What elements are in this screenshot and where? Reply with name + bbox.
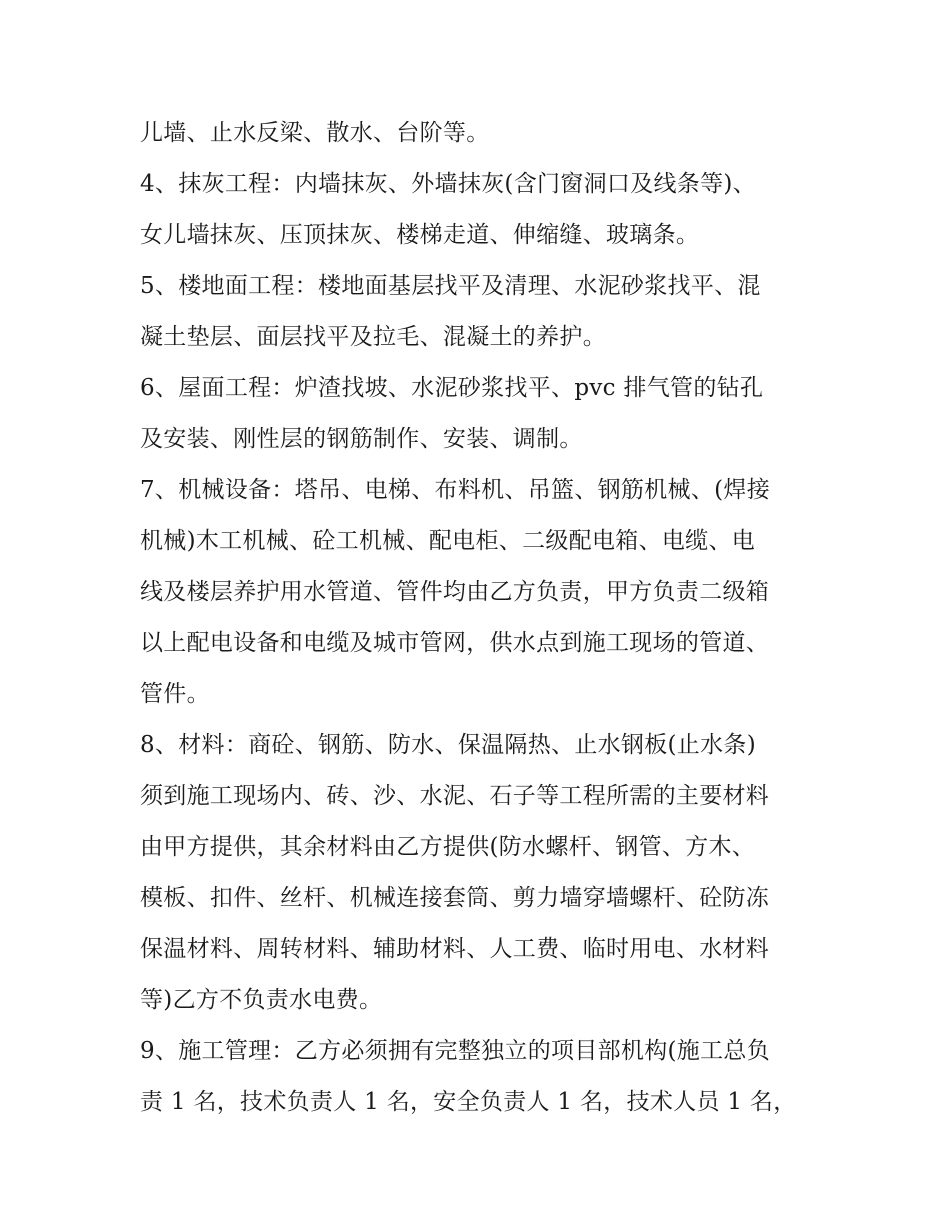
text-line: 等)乙方不负责水电费。 [140, 987, 383, 1013]
text-line: 5、楼地面工程：楼地面基层找平及清理、水泥砂浆找平、混 [140, 273, 761, 299]
text-line: 及安装、刚性层的钢筋制作、安装、调制。 [140, 426, 583, 452]
text-line: 责 1 名，技术负责人 1 名，安全负责人 1 名，技术人员 1 名， [140, 1089, 797, 1115]
text-line: 儿墙、止水反梁、散水、台阶等。 [140, 120, 490, 146]
text-line: 凝土垫层、面层找平及拉毛、混凝土的养护。 [140, 324, 606, 350]
text-line: 线及楼层养护用水管道、管件均由乙方负责，甲方负责二级箱 [140, 579, 770, 605]
text-line: 9、施工管理：乙方必须拥有完整独立的项目部机构(施工总负 [140, 1038, 771, 1064]
text-line: 8、材料：商砼、钢筋、防水、保温隔热、止水钢板(止水条) [140, 732, 756, 758]
text-line: 须到施工现场内、砖、沙、水泥、石子等工程所需的主要材料 [140, 783, 770, 809]
text-line: 以上配电设备和电缆及城市管网，供水点到施工现场的管道、 [140, 630, 770, 656]
text-line: 4、抹灰工程：内墙抹灰、外墙抹灰(含门窗洞口及线条等)、 [140, 171, 756, 197]
text-line: 7、机械设备：塔吊、电梯、布料机、吊篮、钢筋机械、(焊接 [140, 477, 771, 503]
text-line: 机械)木工机械、砼工机械、配电柜、二级配电箱、电缆、电 [140, 528, 756, 554]
text-line: 6、屋面工程：炉渣找坡、水泥砂浆找平、pvc 排气管的钻孔 [140, 375, 764, 401]
text-line: 女儿墙抹灰、压顶抹灰、楼梯走道、伸缩缝、玻璃条。 [140, 222, 700, 248]
text-line: 模板、扣件、丝杆、机械连接套筒、剪力墙穿墙螺杆、砼防冻 [140, 885, 770, 911]
text-line: 管件。 [140, 681, 210, 707]
text-line: 由甲方提供，其余材料由乙方提供(防水螺杆、钢管、方木、 [140, 834, 756, 860]
text-line: 保温材料、周转材料、辅助材料、人工费、临时用电、水材料 [140, 936, 770, 962]
contract-text-block [140, 108, 820, 1128]
